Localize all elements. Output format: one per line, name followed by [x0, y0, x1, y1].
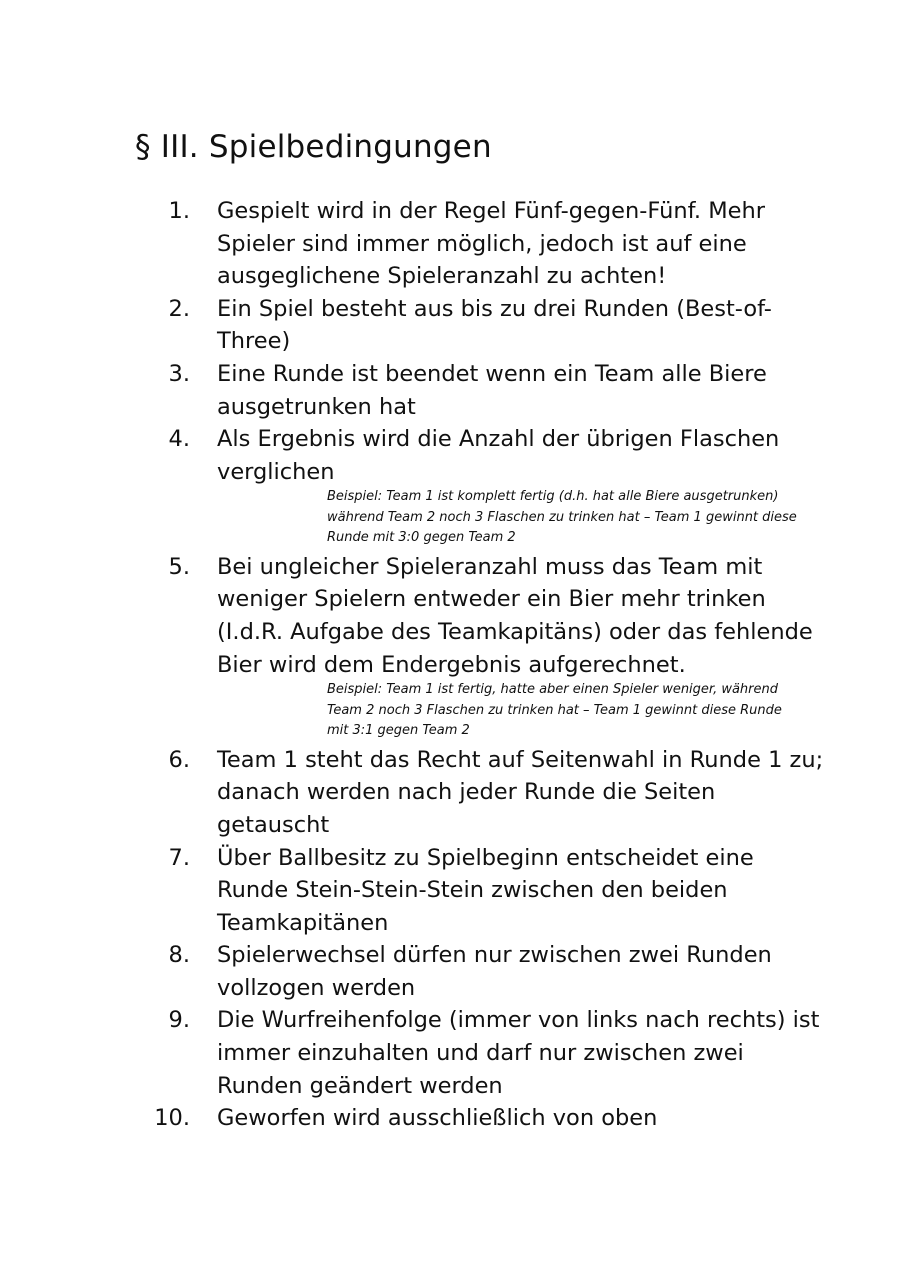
section-heading: § III. Spielbedingungen [135, 128, 492, 165]
rule-text: Geworfen wird ausschließlich von oben [217, 1105, 658, 1132]
list-item [0, 1004, 905, 1102]
rules-list [0, 195, 905, 1135]
rule-number: 9. [168, 1007, 190, 1034]
rule-number: 5. [168, 553, 190, 580]
list-item [0, 195, 905, 293]
list-item [0, 744, 905, 842]
list-item [0, 842, 905, 940]
rule-example: Beispiel: Team 1 ist komplett fertig (d.h. hat alle Biere ausgetrunken) während Team 2 noch 3 Flaschen zu trinken hat – Team 1 gewinnt diese Runde mit 3:0 gegen Team 2 [327, 489, 797, 546]
rule-text: Team 1 steht das Recht auf Seitenwahl in Runde 1 zu; danach werden nach jeder Runde die Seiten getauscht [217, 746, 824, 838]
list-item [0, 358, 905, 423]
rule-text: Ein Spiel besteht aus bis zu drei Runden (Best-of-Three) [217, 295, 772, 355]
rule-number: 1. [168, 198, 190, 224]
rule-example: Beispiel: Team 1 ist fertig, hatte aber einen Spieler weniger, während Team 2 noch 3 Flaschen zu trinken hat – Team 1 gewinnt diese Runde mit 3:1 gegen Team 2 [327, 682, 782, 739]
list-item [0, 1102, 905, 1135]
rule-text: Spielerwechsel dürfen nur zwischen zwei Runden vollzogen werden [217, 942, 772, 1001]
rule-number: 2. [168, 295, 190, 322]
rule-number: 7. [168, 844, 190, 871]
rule-text: Als Ergebnis wird die Anzahl der übrigen Flaschen verglichen [217, 426, 780, 485]
list-item [0, 423, 905, 549]
rule-number: 4. [168, 426, 190, 453]
rule-text: Die Wurfreihenfolge (immer von links nach rechts) ist immer einzuhalten und darf nur zwischen zwei Runden geändert werden [217, 1007, 820, 1099]
rule-text: Eine Runde ist beendet wenn ein Team alle Biere ausgetrunken hat [217, 360, 767, 420]
list-item [0, 293, 905, 358]
rule-number: 8. [168, 942, 190, 969]
list-item [0, 551, 905, 742]
rule-text: Gespielt wird in der Regel Fünf-gegen-Fünf. Mehr Spieler sind immer möglich, jedoch ist auf eine ausgeglichene Spieleranzahl zu achten! [217, 198, 765, 290]
list-item [0, 939, 905, 1004]
rule-number: 3. [168, 360, 190, 387]
rule-number: 10. [154, 1105, 190, 1132]
rule-text: Bei ungleicher Spieleranzahl muss das Team mit weniger Spielern entweder ein Bier mehr trinken (I.d.R. Aufgabe des Teamkapitäns) oder das fehlende Bier wird dem Endergebnis aufgerechnet. [217, 553, 813, 678]
rule-number: 6. [168, 746, 190, 773]
rule-text: Über Ballbesitz zu Spielbeginn entscheidet eine Runde Stein-Stein-Stein zwischen den beiden Teamkapitänen [217, 844, 754, 936]
